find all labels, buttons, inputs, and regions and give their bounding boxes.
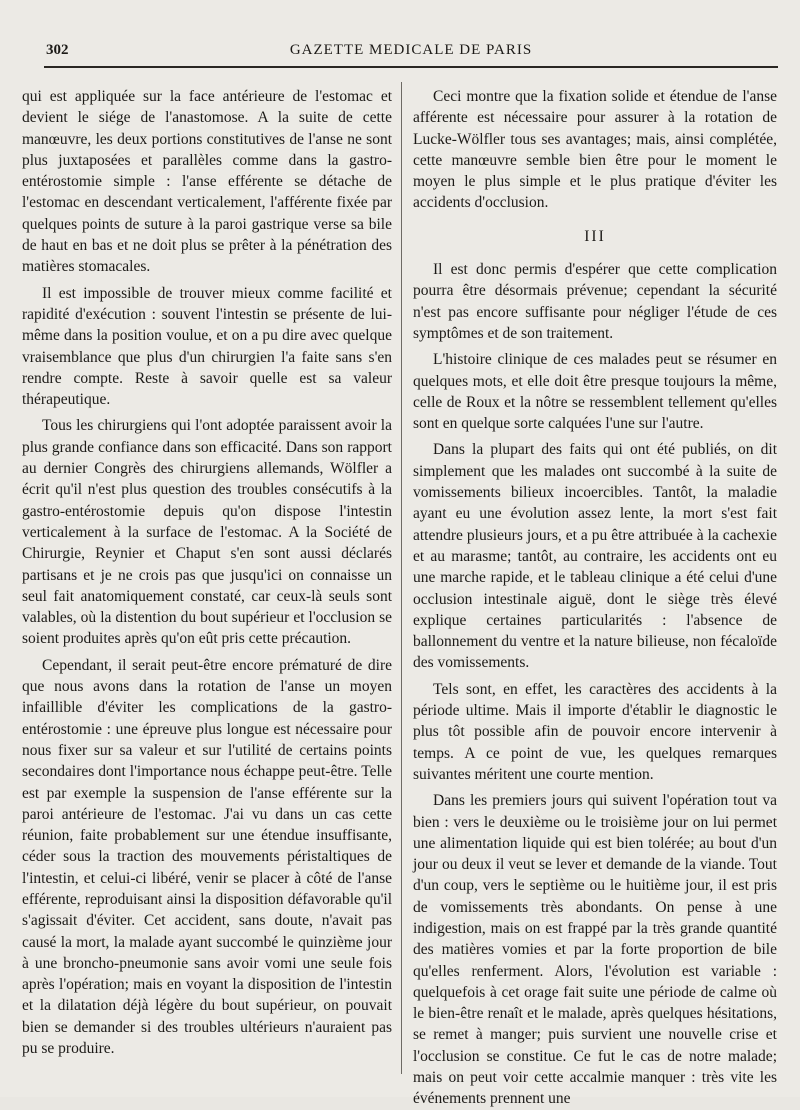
- paragraph: Cependant, il serait peut-être encore prématuré de dire que nous avons dans la rotation de l'anse un moyen infaillible d'éviter les complications de la gastro-entérostomie : une épreuve plus longue est nécessaire pour nous fixer sur sa valeur et sur l'utilité de certains points secondaires dont l'importance nous échappe peut-être. Telle est par exemple la suspension de l'anse efférente sur la paroi antérieure de l'estomac. J'ai vu dans un cas cette réunion, faite probablement sur une étendue insuffisante, céder sous la traction des mouvements péristaltiques de l'intestin, et celui-ci libéré, venir se placer à côté de l'anse efférente, reproduisant ainsi la disposition défavorable qu'il s'agissait d'éviter. Cet accident, sans doute, n'avait pas causé la mort, la malade ayant succombé le quinzième jour à une broncho-pneumonie sans avoir vomi une seule fois après l'opération; mais en voyant la disposition de l'intestin et la dilatation déjà légère du bout supérieur, on pouvait bien se demander si des troubles ultérieurs n'auraient pas pu se produire.: [22, 656, 392, 1058]
- page-header: [44, 36, 778, 62]
- running-title: GAZETTE MEDICALE DE PARIS: [289, 42, 533, 58]
- paragraph: Dans la plupart des faits qui ont été publiés, on dit simplement que les malades ont succombé à la suite de vomissements bilieux incoercibles. Tantôt, la maladie ayant eu une évolution assez lente, la mort s'est fait attendre plusieurs jours, et a pu être attribuée à la cachexie et au marasme; tantôt, au contraire, les accidents ont eu une marche rapide, et le tableau clinique a été celui d'une occlusion intestinale aiguë, dont le siège très élevé explique certaines particularités : l'absence de ballonnement du ventre et la nature bilieuse, non fécaloïde des vomissements.: [413, 441, 777, 672]
- paragraph: Tels sont, en effet, les caractères des accidents à la période ultime. Mais il importe d'établir le diagnostic le plus tôt possible afin de pouvoir encore intervenir à temps. A ce point de vue, les quelques remarques suivantes méritent une courte mention.: [413, 680, 777, 783]
- paragraph: L'histoire clinique de ces malades peut se résumer en quelques mots, et elle doit être presque toujours la même, celle de Roux et la nôtre se ressemblent tellement qu'elles sont en quelque sorte calquées l'une sur l'autre.: [413, 351, 777, 433]
- paragraph: Il est impossible de trouver mieux comme facilité et rapidité d'exécution : souvent l'intestin se présente de lui-même dans la position voulue, et on a pu dire avec quelque vraisemblance que plus d'un chirurgien l'a faite sans s'en rendre compte. Reste à savoir quelle est sa valeur thérapeutique.: [22, 284, 392, 409]
- page-number: 302: [46, 42, 69, 58]
- column-divider: [401, 82, 402, 1074]
- paragraph: Il est donc permis d'espérer que cette complication pourra être désormais prévenue; cependant la sécurité n'est pas encore suffisante pour négliger l'étude de ces symptômes et de son traitement.: [413, 261, 777, 342]
- left-column: [22, 86, 392, 1059]
- paragraph: Ceci montre que la fixation solide et étendue de l'anse afférente est nécessaire pour assurer à la rotation de Lucke-Wölfler tous ses avantages; mais, ainsi complétée, cette manœuvre semble bien être pour le moment le moyen le plus simple et le plus pratique d'éviter les accidents d'occlusion.: [413, 88, 777, 212]
- section-heading: III: [584, 227, 606, 245]
- paragraph: Tous les chirurgiens qui l'ont adoptée paraissent avoir la plus grande confiance dans son efficacité. Dans son rapport au dernier Congrès des chirurgiens allemands, Wölfler a écrit qu'il n'est plus question des troubles consécutifs à la gastro-entérostomie depuis qu'on dispose l'intestin verticalement à la surface de l'estomac. A la Société de Chirurgie, Reynier et Chaput s'en sont aussi déclarés partisans et je ne crois pas que jusqu'ici on connaisse un seul fait anatomiquement constaté, car ceux-là seuls sont valables, où la distention du bout supérieur et l'occlusion se soient produites après qu'on eût pris cette précaution.: [22, 417, 392, 648]
- paragraph: Dans les premiers jours qui suivent l'opération tout va bien : vers le deuxième ou le troisième jour on lui permet une alimentation liquide qui est bien tolérée; au bout d'un jour ou deux il veut se lever et demande de la viande. Tout d'un coup, vers le septième ou le huitième jour, il est pris de vomissements très abondants. On pense à une indigestion, mais on est frappé par la très grande quantité des matières vomies et par la forte proportion de bile qu'elles renferment. Alors, l'évolution est variable : quelquefois à cet orage fait suite une période de calme où le bien-être renaît et le malade, après quelques hésitations, se remet à manger; puis survient une nouvelle crise et l'occlusion se constitue. Ce fut le cas de notre malade; mais on peut voir cette accalmie manquer : très vite les événements prennent une: [413, 792, 777, 1108]
- header-rule: [44, 66, 778, 68]
- right-column: [413, 86, 777, 1110]
- paragraph: qui est appliquée sur la face antérieure de l'estomac et devient le siége de l'anastomose. A la suite de cette manœuvre, les deux portions constitutives de l'anse ne sont plus juxtaposées et parallèles comme dans la gastro-entérostomie simple : l'anse efférente se détache de l'estomac en descendant verticalement, l'afférente fixée par quelques points de suture à la paroi gastrique verse sa bile de haut en bas et ne doit plus se prêter à la pénétration des matières stomacales.: [22, 88, 392, 276]
